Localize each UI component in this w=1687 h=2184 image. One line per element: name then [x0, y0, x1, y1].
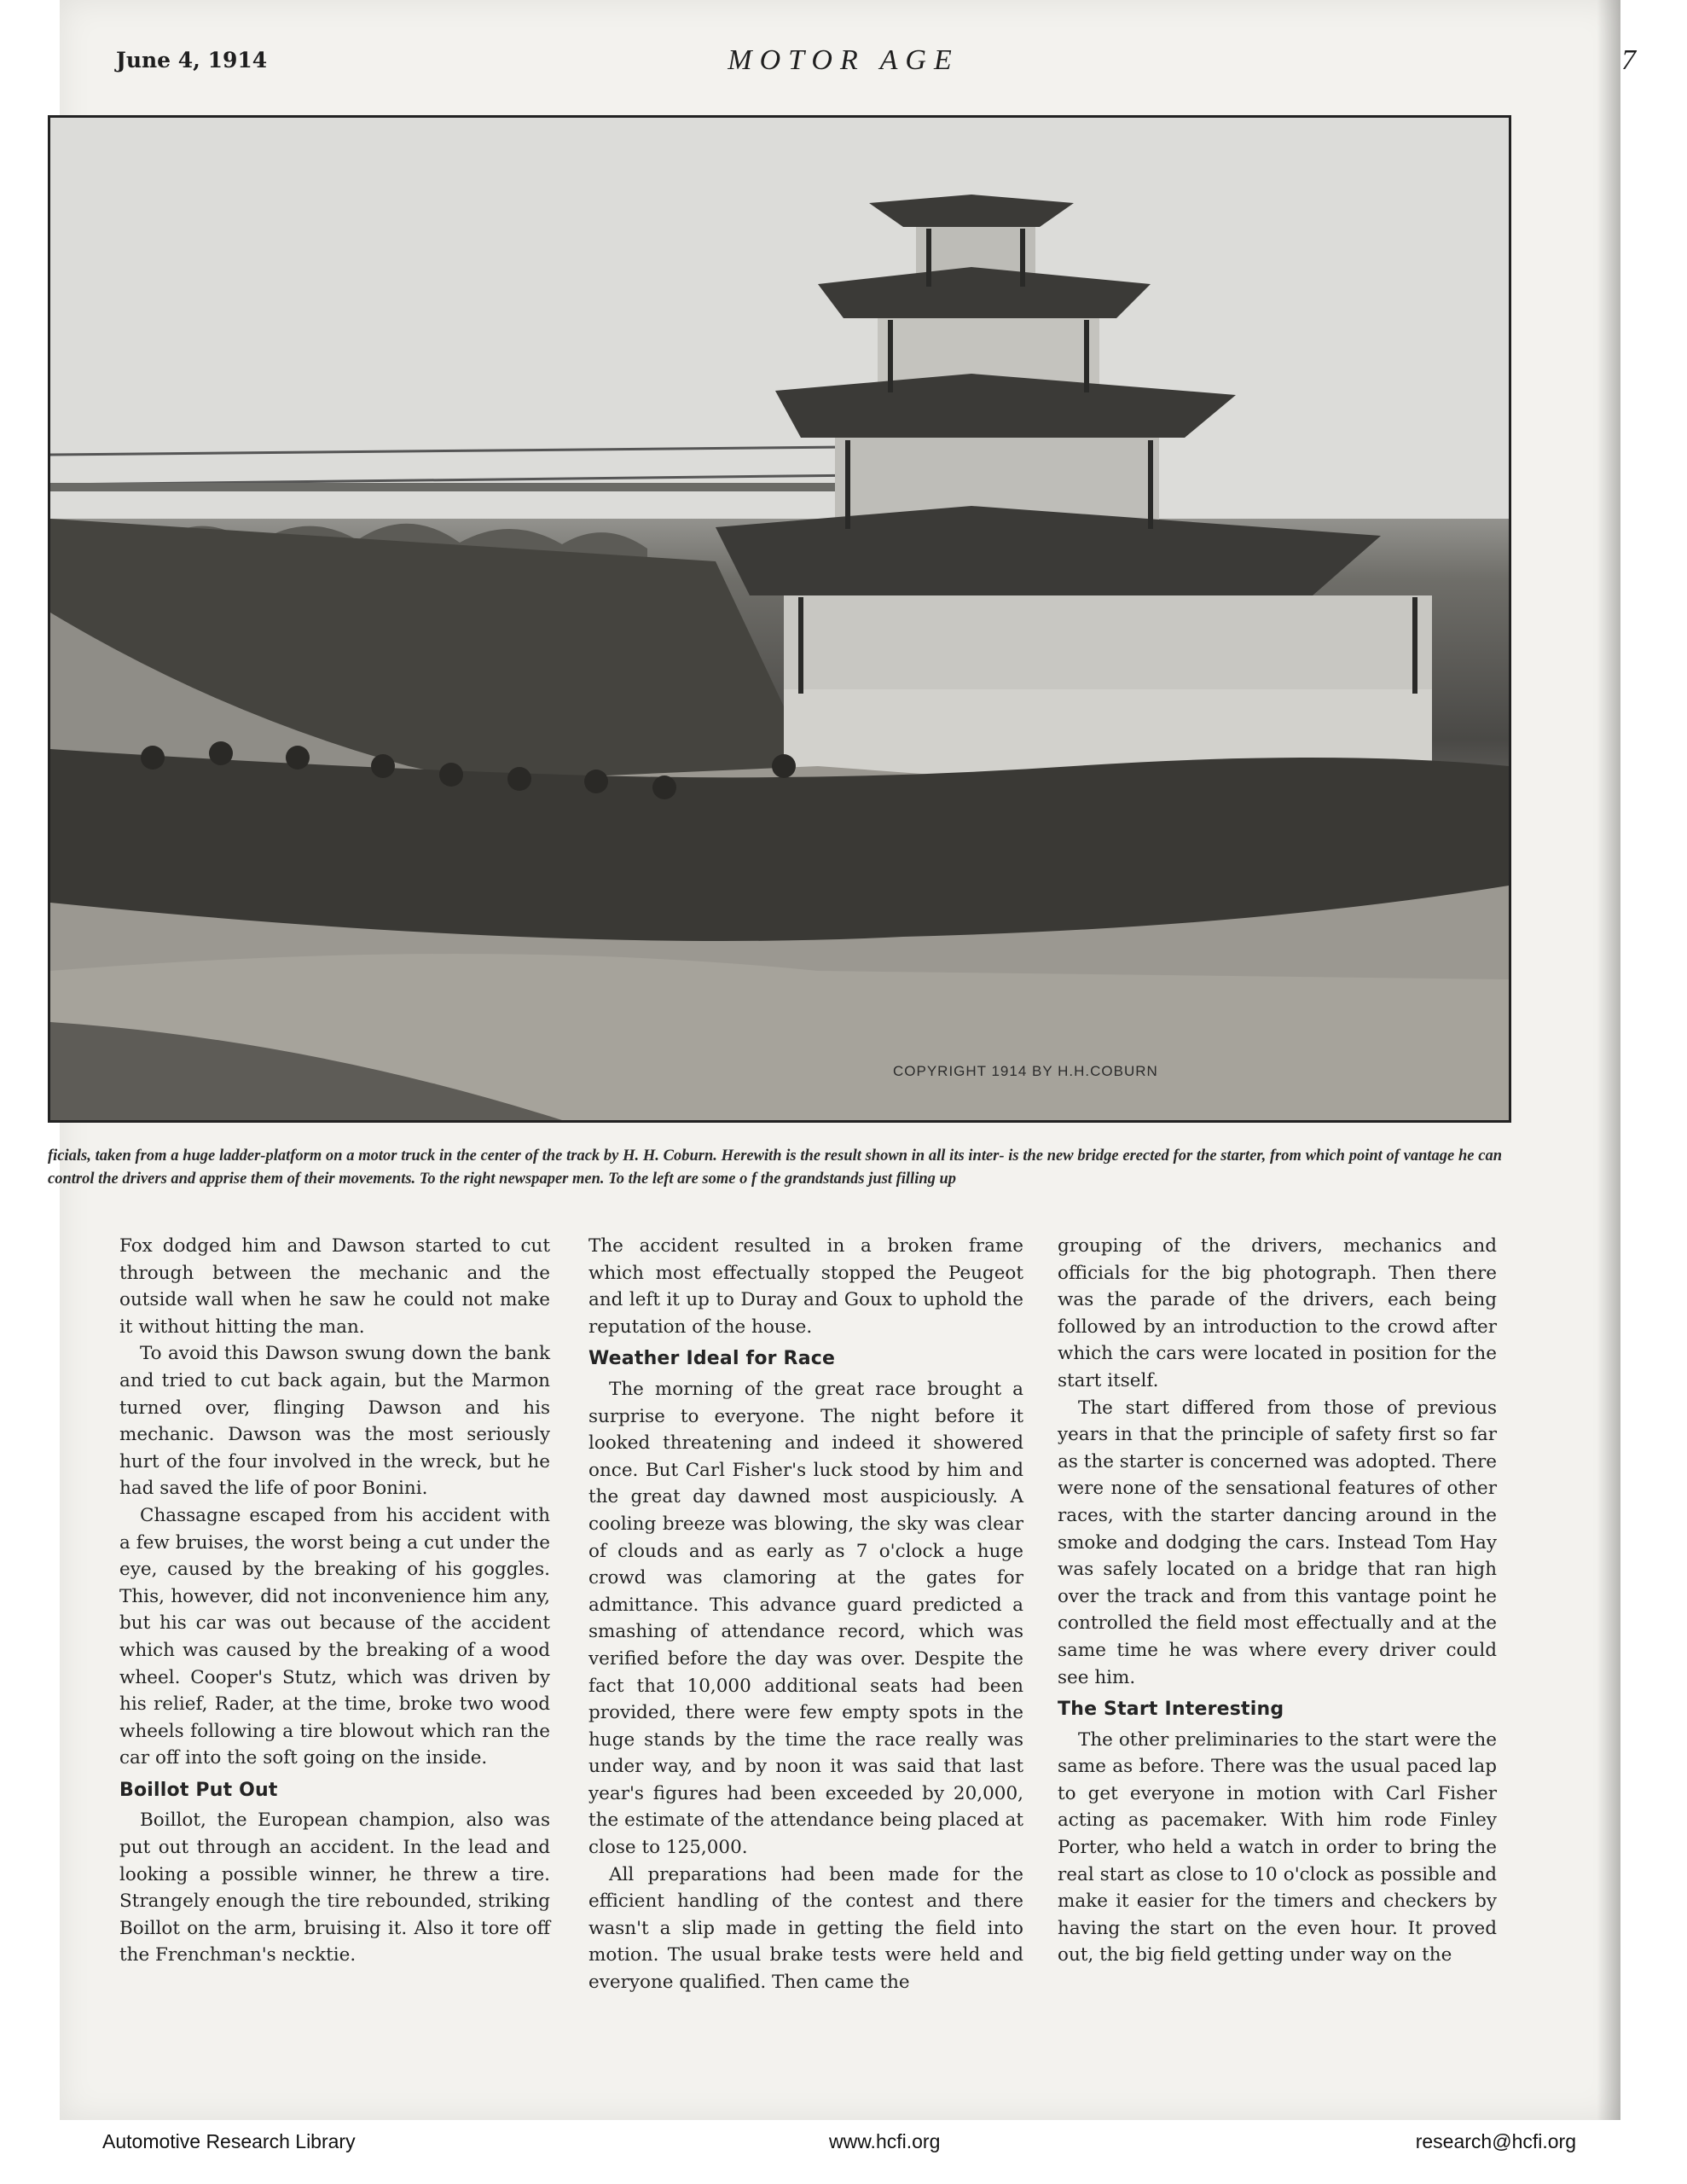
- paragraph: Boillot, the European champion, also was put out through an accident. In the lead and looking a possible winner, he threw a tire. Strangely enough the tire rebounded, striking Boillot on the arm, bruising it. Also it tore off the Frenchman's necktie.: [119, 1809, 550, 1966]
- section-heading: Weather Ideal for Race: [588, 1348, 836, 1370]
- paragraph: The morning of the great race brought a surprise to everyone. The night before it looked threatening and indeed it showered once. But Carl Fisher's luck stood by him and the great day dawned most auspiciously. A cooling breeze was blowing, the sky was clear of clouds and as early as 7 o'clock a huge crowd was clamoring at the gates for admittance. This advance guard predicted a smashing of attendance record, which was verified before the day was over. Despite the fact that 10,000 additional seats had been provided, there were few empty spots in the huge stands by the time the race really was under way, and by noon it was said that last year's figures had been exceeded by 20,000, the estimate of the attendance being placed at close to 125,000.: [588, 1378, 1023, 1859]
- magazine-title: MOTOR AGE: [728, 44, 959, 76]
- paragraph: The other preliminaries to the start were the same as before. There was the usual paced lap to get everyone in motion with Carl Fisher acting as pacemaker. With him rode Finley Porter, who held a watch in order to bring the real start as close to 10 o'clock as possible and make it easier for the timers and checkers by having the start on the even hour. It proved out, the big field getting under way on the: [1058, 1728, 1497, 1966]
- paragraph: Fox dodged him and Dawson started to cut through between the mechanic and the outside wall when he saw he could not make it without hitting the man.: [119, 1235, 550, 1338]
- article-column-2: [588, 1233, 1023, 1996]
- paragraph: All preparations had been made for the efficient handling of the contest and there wasn't a slip made in getting the field into motion. The usual brake tests were held and everyone qualified. Then came the: [588, 1863, 1023, 1994]
- article-column-3: [1058, 1233, 1497, 1969]
- section-heading: Boillot Put Out: [119, 1779, 278, 1801]
- footer-library: Automotive Research Library: [102, 2130, 356, 2152]
- paragraph: Chassagne escaped from his accident with a few bruises, the worst being a cut under the eye, caused by the breaking of his goggles. This, however, did not inconvenience him any, but his car was out because of the accident which was caused by the breaking of a wood wheel. Cooper's Stutz, which was driven by his relief, Rader, at the time, broke two wood wheels following a tire blowout which ran the car off into the soft going on the inside.: [119, 1504, 550, 1769]
- paragraph: To avoid this Dawson swung down the bank and tried to cut back again, but the Marmon turned over, flinging Dawson and his mechanic. Dawson was the most seriously hurt of the four involved in the wreck, but he had saved the life of poor Bonini.: [119, 1343, 550, 1500]
- footer-website-link[interactable]: www.hcfi.org: [829, 2130, 941, 2152]
- page-number: 7: [1621, 44, 1636, 76]
- paragraph: grouping of the drivers, mechanics and officials for the big photograph. Then there was the parade of the drivers, each being followed by an introduction to the crowd after which the cars were located in position for the start itself.: [1058, 1235, 1497, 1391]
- grandstand-photo: [48, 115, 1511, 1123]
- running-head: [0, 44, 1687, 78]
- page-footer: [0, 2130, 1687, 2159]
- paragraph: The accident resulted in a broken frame which most effectually stopped the Peugeot and left it up to Duray and Goux to uphold the reputation of the house.: [588, 1235, 1023, 1338]
- issue-date: June 4, 1914: [116, 48, 268, 73]
- photo-illustration: [50, 118, 1509, 1120]
- section-heading: The Start Interesting: [1058, 1699, 1284, 1721]
- paragraph: The start differed from those of previous years in that the principle of safety first so far as the starter is concerned was adopted. There were none of the sensational features of other races, with the starter dancing around in the smoke and dodging the cars. Instead Tom Hay was safely located on a bridge that ran high over the track and from this vantage point he controlled the field most effectually and at the same time he was where every driver could see him.: [1058, 1397, 1497, 1688]
- photo-caption: ficials, taken from a huge ladder-platform on a motor truck in the center of the track by H. H. Coburn. Herewith is the result shown in all its inter- is the new bridge erected for the starter, from which point of vantage he can control the drivers and apprise them of their movements. To the right newspaper men. To the left are some o f the grandstands just filling up: [48, 1147, 1502, 1188]
- photo-copyright: COPYRIGHT 1914 BY H.H.COBURN: [893, 1063, 1158, 1079]
- article-column-1: [119, 1233, 550, 1969]
- footer-email-link[interactable]: research@hcfi.org: [1415, 2130, 1576, 2152]
